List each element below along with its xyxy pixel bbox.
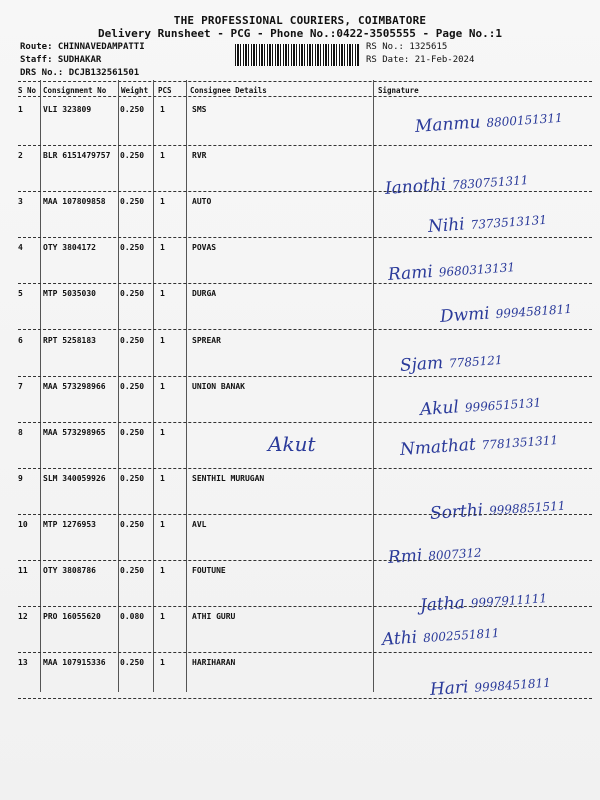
signature-phone: 8002551811	[422, 625, 500, 646]
sno-cell: 11	[18, 566, 28, 575]
consignment-cell: MTP 1276953	[43, 520, 96, 529]
consignee-cell: POVAS	[192, 243, 217, 252]
consignee-cell: AUTO	[192, 197, 212, 206]
row-divider	[18, 560, 592, 561]
weight-cell: 0.250	[120, 243, 145, 252]
handwritten-signature	[384, 169, 529, 199]
consignment-cell: MTP 5035030	[43, 289, 96, 298]
signature-phone: 8007312	[427, 545, 483, 564]
signature-name: Sjam	[399, 353, 444, 376]
signature-phone: 9994581811	[495, 301, 573, 322]
table-row	[0, 336, 600, 382]
row-divider	[18, 652, 592, 653]
signature-phone: 9997911111	[470, 591, 548, 611]
weight-cell: 0.250	[120, 520, 145, 529]
table-row	[0, 289, 600, 335]
table-row	[0, 105, 600, 151]
consignee-cell: SPREAR	[192, 336, 221, 345]
row-divider	[18, 514, 592, 515]
pcs-cell: 1	[160, 151, 165, 160]
handwritten-signature	[399, 349, 503, 376]
sno-cell: 3	[18, 197, 23, 206]
consignee-cell: UNION BANAK	[192, 382, 245, 391]
pcs-cell: 1	[160, 612, 165, 621]
company-title: THE PROFESSIONAL COURIERS, COIMBATORE	[173, 14, 427, 27]
consignee-cell: FOUTUNE	[192, 566, 226, 575]
consignment-cell: MAA 573298965	[43, 428, 106, 437]
row-divider	[18, 698, 592, 699]
consignment-cell: SLM 340059926	[43, 474, 106, 483]
col-consignee: Consignee Details	[190, 86, 267, 95]
weight-cell: 0.250	[120, 658, 145, 667]
row-divider	[18, 329, 592, 330]
sno-cell: 8	[18, 428, 23, 437]
table-row	[0, 197, 600, 243]
barcode	[235, 44, 359, 66]
table-row	[0, 612, 600, 658]
signature-name: Nmathat	[399, 434, 477, 460]
pcs-cell: 1	[160, 382, 165, 391]
signature-name: Ianothi	[384, 174, 447, 199]
handwritten-signature	[419, 392, 541, 420]
consignment-cell: OTY 3808786	[43, 566, 96, 575]
pcs-cell: 1	[160, 658, 165, 667]
sno-cell: 5	[18, 289, 23, 298]
table-row	[0, 382, 600, 428]
sno-cell: 1	[18, 105, 23, 114]
extra-signature: Akut	[268, 432, 316, 456]
consignment-cell: OTY 3804172	[43, 243, 96, 252]
signature-name: Rami	[387, 261, 434, 285]
consignee-cell: DURGA	[192, 289, 217, 298]
weight-cell: 0.250	[120, 197, 145, 206]
row-divider	[18, 606, 592, 607]
handwritten-signature	[381, 622, 500, 650]
handwritten-signature	[387, 541, 482, 567]
pcs-cell: 1	[160, 336, 165, 345]
table-row	[0, 520, 600, 566]
sno-cell: 4	[18, 243, 23, 252]
signature-phone: 9680313131	[438, 260, 516, 280]
consignment-cell: MAA 107809858	[43, 197, 106, 206]
weight-cell: 0.250	[120, 566, 145, 575]
row-divider	[18, 422, 592, 423]
handwritten-signature	[427, 209, 547, 237]
handwritten-signature	[429, 672, 551, 700]
signature-name: Akul	[419, 397, 460, 420]
handwritten-signature	[399, 429, 558, 460]
signature-phone: 7781351311	[481, 432, 559, 453]
sno-cell: 9	[18, 474, 23, 483]
sno-cell: 7	[18, 382, 23, 391]
row-divider	[18, 145, 592, 146]
col-pcs: PCS	[158, 86, 172, 95]
weight-cell: 0.250	[120, 289, 145, 298]
table-row	[0, 474, 600, 524]
row-divider	[18, 468, 592, 469]
consignment-cell: BLR 6151479757	[43, 151, 111, 160]
rs-date: RS Date: 21-Feb-2024	[366, 55, 475, 65]
signature-name: Rmi	[387, 545, 423, 568]
consignment-cell: MAA 107915336	[43, 658, 106, 667]
pcs-cell: 1	[160, 243, 165, 252]
signature-name: Dwmi	[439, 303, 491, 327]
weight-cell: 0.080	[120, 612, 145, 621]
sno-cell: 10	[18, 520, 28, 529]
signature-phone: 7785121	[448, 352, 503, 371]
signature-name: Nihi	[427, 214, 466, 237]
consignment-cell: MAA 573298966	[43, 382, 106, 391]
pcs-cell: 1	[160, 520, 165, 529]
sno-cell: 13	[18, 658, 28, 667]
consignee-cell: SENTHIL MURUGAN	[192, 474, 265, 483]
handwritten-signature	[439, 298, 572, 327]
weight-cell: 0.250	[120, 474, 145, 483]
table-row	[0, 243, 600, 289]
col-weight: Weight	[121, 86, 149, 95]
header-rule-top	[18, 81, 592, 82]
weight-cell: 0.250	[120, 382, 145, 391]
consignee-cell: AVL	[192, 520, 207, 529]
signature-name: Manmu	[414, 112, 482, 137]
signature-phone: 7373513131	[470, 212, 548, 233]
row-divider	[18, 283, 592, 284]
consignment-cell: VLI 323809	[43, 105, 92, 114]
col-signature: Signature	[378, 86, 419, 95]
signature-phone: 8800151311	[485, 110, 564, 130]
weight-cell: 0.250	[120, 336, 145, 345]
consignee-cell: ATHI GURU	[192, 612, 236, 621]
row-divider	[18, 191, 592, 192]
rs-number: RS No.: 1325615	[366, 42, 448, 52]
consignee-cell: SMS	[192, 105, 207, 114]
sno-cell: 12	[18, 612, 28, 621]
col-sno: S No	[18, 86, 37, 95]
pcs-cell: 1	[160, 105, 165, 114]
signature-name: Jatha	[419, 592, 466, 616]
consignee-cell: HARIHARAN	[192, 658, 236, 667]
pcs-cell: 1	[160, 289, 165, 298]
signature-phone: 9996515131	[464, 395, 542, 415]
table-row	[0, 658, 600, 704]
consignee-cell: RVR	[192, 151, 207, 160]
pcs-cell: 1	[160, 197, 165, 206]
weight-cell: 0.250	[120, 151, 145, 160]
pcs-cell: 1	[160, 566, 165, 575]
handwritten-signature	[414, 107, 563, 137]
signature-phone: 9998451811	[474, 675, 552, 695]
weight-cell: 0.250	[120, 428, 145, 437]
handwritten-signature	[387, 256, 515, 285]
sno-cell: 2	[18, 151, 23, 160]
pcs-cell: 1	[160, 428, 165, 437]
staff-label: Staff: SUDHAKAR	[20, 55, 102, 65]
pcs-cell: 1	[160, 474, 165, 483]
sno-cell: 6	[18, 336, 23, 345]
signature-name: Sorthi	[429, 500, 484, 524]
col-consignment: Consignment No	[43, 86, 107, 95]
signature-phone: 9998851511	[488, 498, 566, 518]
route-label: Route: CHINNAVEDAMPATTI	[20, 42, 145, 52]
table-row	[0, 566, 600, 616]
signature-name: Hari	[429, 677, 470, 700]
consignment-cell: PRO 16055620	[43, 612, 101, 621]
signature-phone: 7830751311	[451, 172, 529, 193]
signature-name: Athi	[381, 627, 418, 650]
table-row	[0, 151, 600, 197]
row-divider	[18, 376, 592, 377]
header-rule-bottom	[18, 96, 592, 97]
runsheet-subtitle: Delivery Runsheet - PCG - Phone No.:0422-3505555 - Page No.:1	[98, 27, 502, 40]
consignment-cell: RPT 5258183	[43, 336, 96, 345]
weight-cell: 0.250	[120, 105, 145, 114]
row-divider	[18, 237, 592, 238]
drs-number: DRS No.: DCJB132561501	[20, 68, 140, 78]
